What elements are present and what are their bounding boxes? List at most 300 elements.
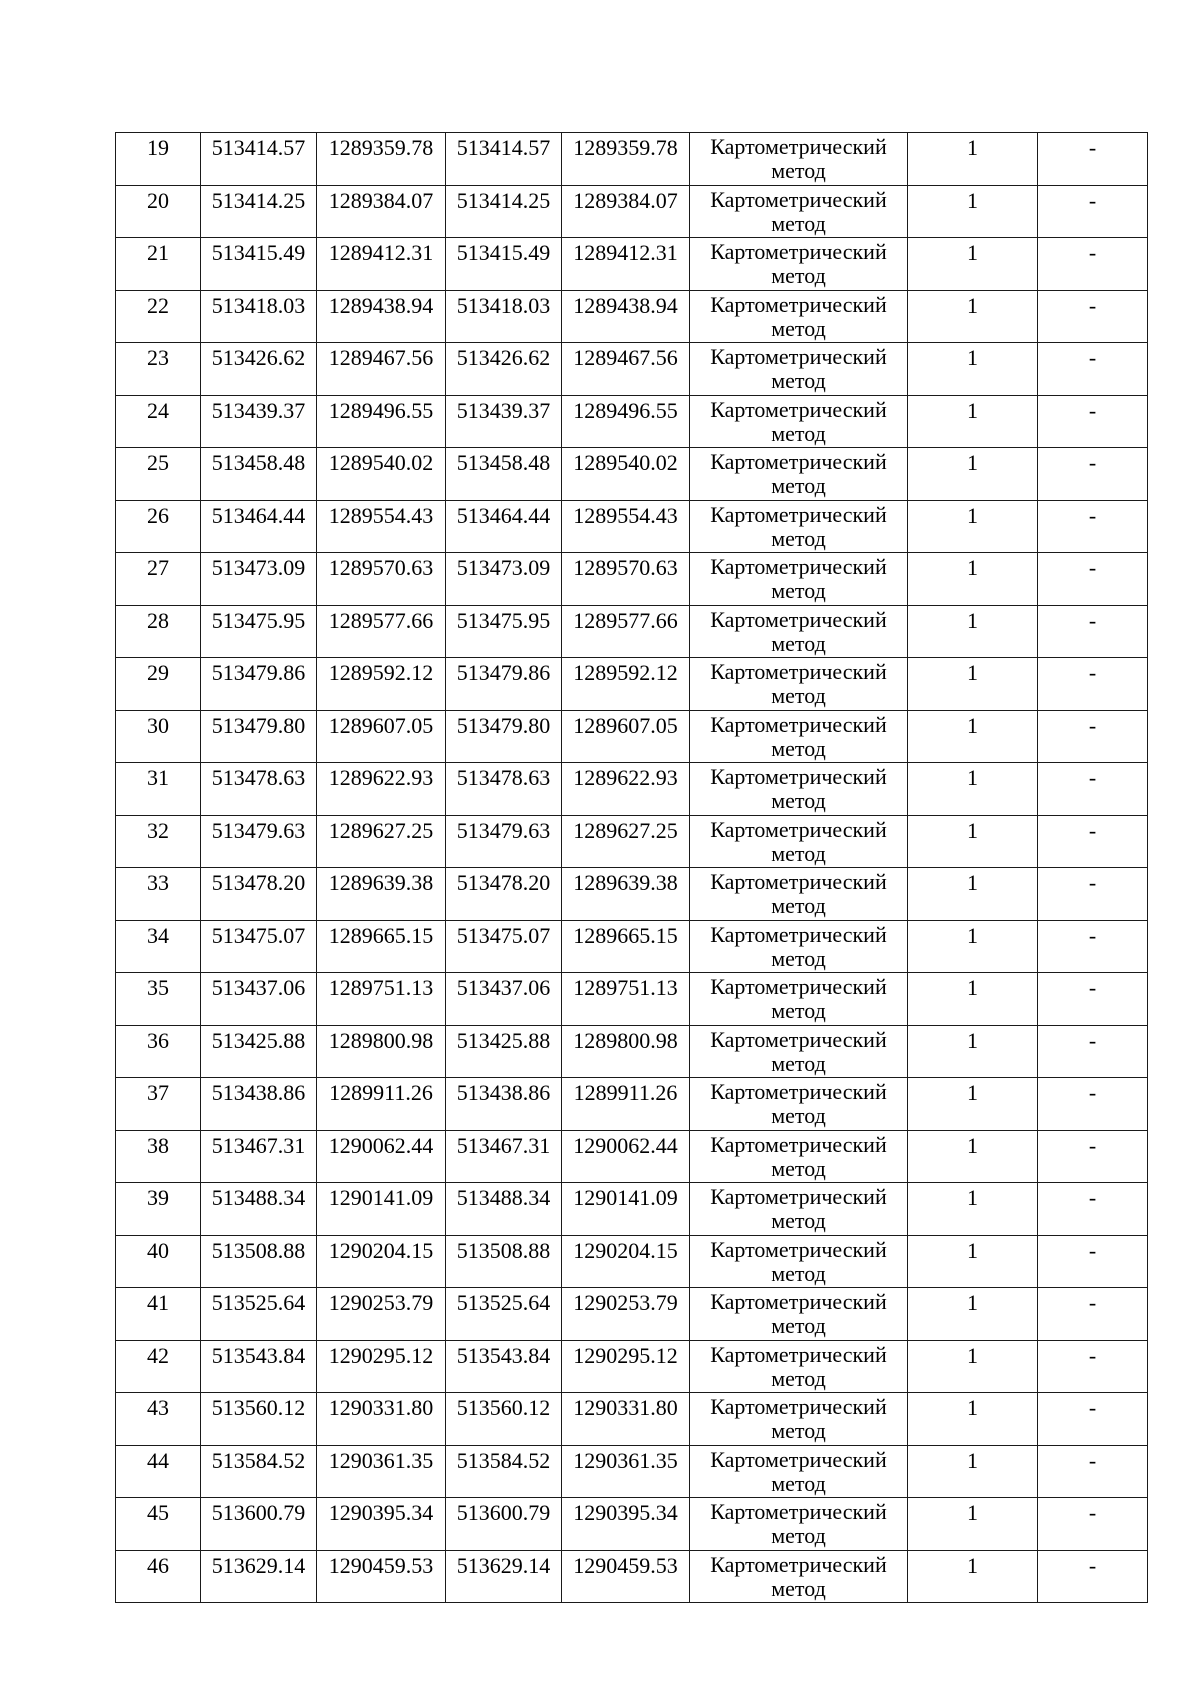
existing-y-cell: 1289384.07 — [317, 185, 446, 238]
table-row — [116, 920, 1148, 973]
existing-y-cell: 1290204.15 — [317, 1235, 446, 1288]
table-row — [116, 343, 1148, 396]
new-x-cell: 513437.06 — [446, 973, 562, 1026]
new-y-cell: 1289412.31 — [562, 238, 690, 291]
method-cell — [690, 238, 908, 291]
method-line-1: Картометрический — [710, 501, 887, 527]
method-line-2: метод — [771, 1365, 826, 1391]
accuracy-cell: 1 — [908, 763, 1038, 816]
table-row — [116, 710, 1148, 763]
table-row — [116, 1393, 1148, 1446]
note-cell: - — [1038, 553, 1148, 606]
method-line-2: метод — [771, 840, 826, 866]
method-cell — [690, 290, 908, 343]
existing-y-cell: 1289438.94 — [317, 290, 446, 343]
method-line-1: Картометрический — [710, 1236, 887, 1262]
point-number-cell: 19 — [116, 133, 201, 186]
point-number-cell: 29 — [116, 658, 201, 711]
method-line-1: Картометрический — [710, 711, 887, 737]
method-cell — [690, 1183, 908, 1236]
method-line-1: Картометрический — [710, 186, 887, 212]
method-line-1: Картометрический — [710, 554, 887, 579]
accuracy-cell: 1 — [908, 920, 1038, 973]
new-y-cell: 1289665.15 — [562, 920, 690, 973]
method-cell — [690, 973, 908, 1026]
new-y-cell: 1289496.55 — [562, 395, 690, 448]
table-row — [116, 1078, 1148, 1131]
method-line-2: метод — [771, 1103, 826, 1128]
existing-x-cell: 513488.34 — [201, 1183, 317, 1236]
existing-y-cell: 1289496.55 — [317, 395, 446, 448]
method-line-1: Картометрический — [710, 764, 887, 789]
new-y-cell: 1289467.56 — [562, 343, 690, 396]
existing-y-cell: 1289592.12 — [317, 658, 446, 711]
new-x-cell: 513426.62 — [446, 343, 562, 396]
existing-x-cell: 513467.31 — [201, 1130, 317, 1183]
note-cell: - — [1038, 920, 1148, 973]
existing-x-cell: 513525.64 — [201, 1288, 317, 1341]
new-x-cell: 513415.49 — [446, 238, 562, 291]
table-row — [116, 763, 1148, 816]
table-row — [116, 553, 1148, 606]
table-row — [116, 868, 1148, 921]
method-line-2: метод — [771, 1208, 826, 1233]
method-line-1: Картометрический — [710, 659, 887, 684]
method-line-1: Картометрический — [710, 1026, 887, 1052]
coordinates-table-body — [116, 133, 1148, 1603]
method-cell — [690, 553, 908, 606]
method-cell — [690, 1078, 908, 1131]
note-cell: - — [1038, 1393, 1148, 1446]
existing-x-cell: 513458.48 — [201, 448, 317, 501]
point-number-cell: 43 — [116, 1393, 201, 1446]
accuracy-cell: 1 — [908, 185, 1038, 238]
method-cell — [690, 815, 908, 868]
method-cell — [690, 1445, 908, 1498]
existing-y-cell: 1289622.93 — [317, 763, 446, 816]
point-number-cell: 21 — [116, 238, 201, 291]
method-line-1: Картометрический — [710, 1341, 887, 1367]
point-number-cell: 32 — [116, 815, 201, 868]
method-line-1: Картометрический — [710, 1079, 887, 1104]
accuracy-cell: 1 — [908, 1393, 1038, 1446]
new-x-cell: 513525.64 — [446, 1288, 562, 1341]
method-line-2: метод — [771, 998, 826, 1023]
new-x-cell: 513479.63 — [446, 815, 562, 868]
point-number-cell: 23 — [116, 343, 201, 396]
new-y-cell: 1290062.44 — [562, 1130, 690, 1183]
method-line-2: метод — [771, 1418, 826, 1443]
accuracy-cell: 1 — [908, 290, 1038, 343]
coordinates-table — [115, 132, 1148, 1603]
existing-y-cell: 1290459.53 — [317, 1550, 446, 1603]
new-x-cell: 513508.88 — [446, 1235, 562, 1288]
table-row — [116, 1130, 1148, 1183]
new-x-cell: 513543.84 — [446, 1340, 562, 1393]
point-number-cell: 35 — [116, 973, 201, 1026]
point-number-cell: 36 — [116, 1025, 201, 1078]
new-x-cell: 513464.44 — [446, 500, 562, 553]
table-row — [116, 973, 1148, 1026]
new-y-cell: 1289577.66 — [562, 605, 690, 658]
accuracy-cell: 1 — [908, 1445, 1038, 1498]
method-line-2: метод — [771, 1523, 826, 1548]
new-y-cell: 1289607.05 — [562, 710, 690, 763]
method-cell — [690, 1340, 908, 1393]
point-number-cell: 39 — [116, 1183, 201, 1236]
method-line-2: метод — [771, 315, 826, 341]
method-cell — [690, 605, 908, 658]
new-x-cell: 513475.07 — [446, 920, 562, 973]
note-cell: - — [1038, 1183, 1148, 1236]
existing-x-cell: 513418.03 — [201, 290, 317, 343]
existing-y-cell: 1290062.44 — [317, 1130, 446, 1183]
existing-x-cell: 513425.88 — [201, 1025, 317, 1078]
method-cell — [690, 500, 908, 553]
existing-y-cell: 1289800.98 — [317, 1025, 446, 1078]
table-row — [116, 133, 1148, 186]
existing-y-cell: 1289577.66 — [317, 605, 446, 658]
method-line-2: метод — [771, 735, 826, 761]
method-cell — [690, 395, 908, 448]
method-line-2: метод — [771, 1575, 826, 1601]
method-cell — [690, 1498, 908, 1551]
existing-y-cell: 1289627.25 — [317, 815, 446, 868]
note-cell: - — [1038, 973, 1148, 1026]
existing-x-cell: 513473.09 — [201, 553, 317, 606]
existing-x-cell: 513415.49 — [201, 238, 317, 291]
new-x-cell: 513467.31 — [446, 1130, 562, 1183]
new-y-cell: 1289554.43 — [562, 500, 690, 553]
point-number-cell: 34 — [116, 920, 201, 973]
new-x-cell: 513560.12 — [446, 1393, 562, 1446]
note-cell: - — [1038, 500, 1148, 553]
point-number-cell: 42 — [116, 1340, 201, 1393]
existing-x-cell: 513479.63 — [201, 815, 317, 868]
method-line-2: метод — [771, 1155, 826, 1181]
new-x-cell: 513473.09 — [446, 553, 562, 606]
new-x-cell: 513458.48 — [446, 448, 562, 501]
existing-x-cell: 513478.20 — [201, 868, 317, 921]
note-cell: - — [1038, 133, 1148, 186]
existing-y-cell: 1289751.13 — [317, 973, 446, 1026]
existing-y-cell: 1289639.38 — [317, 868, 446, 921]
table-row — [116, 290, 1148, 343]
new-y-cell: 1289592.12 — [562, 658, 690, 711]
existing-x-cell: 513475.07 — [201, 920, 317, 973]
existing-x-cell: 513439.37 — [201, 395, 317, 448]
accuracy-cell: 1 — [908, 973, 1038, 1026]
new-x-cell: 513475.95 — [446, 605, 562, 658]
new-x-cell: 513478.63 — [446, 763, 562, 816]
existing-y-cell: 1289554.43 — [317, 500, 446, 553]
existing-y-cell: 1290361.35 — [317, 1445, 446, 1498]
table-row — [116, 238, 1148, 291]
method-line-2: метод — [771, 578, 826, 603]
note-cell: - — [1038, 658, 1148, 711]
note-cell: - — [1038, 1235, 1148, 1288]
method-line-2: метод — [771, 1050, 826, 1076]
note-cell: - — [1038, 710, 1148, 763]
new-x-cell: 513438.86 — [446, 1078, 562, 1131]
accuracy-cell: 1 — [908, 605, 1038, 658]
point-number-cell: 22 — [116, 290, 201, 343]
accuracy-cell: 1 — [908, 1078, 1038, 1131]
table-row — [116, 1183, 1148, 1236]
existing-x-cell: 513414.25 — [201, 185, 317, 238]
point-number-cell: 37 — [116, 1078, 201, 1131]
method-line-2: метод — [771, 1313, 826, 1338]
method-line-1: Картометрический — [710, 1131, 887, 1157]
new-y-cell: 1289627.25 — [562, 815, 690, 868]
new-x-cell: 513600.79 — [446, 1498, 562, 1551]
method-line-2: метод — [771, 263, 826, 288]
new-y-cell: 1289622.93 — [562, 763, 690, 816]
table-row — [116, 1445, 1148, 1498]
new-x-cell: 513414.57 — [446, 133, 562, 186]
existing-x-cell: 513584.52 — [201, 1445, 317, 1498]
note-cell: - — [1038, 185, 1148, 238]
method-line-1: Картометрический — [710, 291, 887, 317]
existing-x-cell: 513478.63 — [201, 763, 317, 816]
existing-x-cell: 513479.86 — [201, 658, 317, 711]
table-row — [116, 395, 1148, 448]
note-cell: - — [1038, 605, 1148, 658]
point-number-cell: 27 — [116, 553, 201, 606]
new-y-cell: 1290295.12 — [562, 1340, 690, 1393]
table-row — [116, 500, 1148, 553]
existing-y-cell: 1290395.34 — [317, 1498, 446, 1551]
new-y-cell: 1289438.94 — [562, 290, 690, 343]
note-cell: - — [1038, 1445, 1148, 1498]
method-line-2: метод — [771, 683, 826, 708]
table-row — [116, 1288, 1148, 1341]
existing-x-cell: 513629.14 — [201, 1550, 317, 1603]
table-row — [116, 1550, 1148, 1603]
new-x-cell: 513418.03 — [446, 290, 562, 343]
new-y-cell: 1289800.98 — [562, 1025, 690, 1078]
new-y-cell: 1289384.07 — [562, 185, 690, 238]
existing-x-cell: 513600.79 — [201, 1498, 317, 1551]
new-x-cell: 513478.20 — [446, 868, 562, 921]
method-line-2: метод — [771, 1260, 826, 1286]
accuracy-cell: 1 — [908, 343, 1038, 396]
method-line-2: метод — [771, 630, 826, 656]
new-x-cell: 513488.34 — [446, 1183, 562, 1236]
accuracy-cell: 1 — [908, 133, 1038, 186]
new-y-cell: 1289570.63 — [562, 553, 690, 606]
note-cell: - — [1038, 290, 1148, 343]
note-cell: - — [1038, 763, 1148, 816]
note-cell: - — [1038, 868, 1148, 921]
method-line-1: Картометрический — [710, 816, 887, 842]
existing-x-cell: 513560.12 — [201, 1393, 317, 1446]
existing-x-cell: 513414.57 — [201, 133, 317, 186]
note-cell: - — [1038, 815, 1148, 868]
existing-y-cell: 1290253.79 — [317, 1288, 446, 1341]
method-line-1: Картометрический — [710, 1394, 887, 1419]
new-x-cell: 513479.80 — [446, 710, 562, 763]
method-line-2: метод — [771, 368, 826, 393]
new-x-cell: 513425.88 — [446, 1025, 562, 1078]
table-row — [116, 1235, 1148, 1288]
method-line-1: Картометрический — [710, 134, 887, 159]
point-number-cell: 20 — [116, 185, 201, 238]
point-number-cell: 28 — [116, 605, 201, 658]
existing-y-cell: 1290141.09 — [317, 1183, 446, 1236]
accuracy-cell: 1 — [908, 238, 1038, 291]
point-number-cell: 46 — [116, 1550, 201, 1603]
point-number-cell: 41 — [116, 1288, 201, 1341]
new-y-cell: 1289639.38 — [562, 868, 690, 921]
method-cell — [690, 343, 908, 396]
accuracy-cell: 1 — [908, 1025, 1038, 1078]
method-line-2: метод — [771, 473, 826, 498]
new-y-cell: 1290331.80 — [562, 1393, 690, 1446]
method-line-1: Картометрический — [710, 1184, 887, 1209]
new-y-cell: 1290395.34 — [562, 1498, 690, 1551]
new-y-cell: 1290361.35 — [562, 1445, 690, 1498]
existing-x-cell: 513508.88 — [201, 1235, 317, 1288]
accuracy-cell: 1 — [908, 710, 1038, 763]
existing-y-cell: 1289570.63 — [317, 553, 446, 606]
method-cell — [690, 1235, 908, 1288]
method-cell — [690, 658, 908, 711]
method-line-1: Картометрический — [710, 396, 887, 422]
method-cell — [690, 920, 908, 973]
new-x-cell: 513439.37 — [446, 395, 562, 448]
existing-y-cell: 1289911.26 — [317, 1078, 446, 1131]
method-line-2: метод — [771, 420, 826, 446]
note-cell: - — [1038, 1130, 1148, 1183]
accuracy-cell: 1 — [908, 1550, 1038, 1603]
method-cell — [690, 185, 908, 238]
new-y-cell: 1289359.78 — [562, 133, 690, 186]
existing-x-cell: 513479.80 — [201, 710, 317, 763]
method-line-2: метод — [771, 945, 826, 971]
point-number-cell: 30 — [116, 710, 201, 763]
note-cell: - — [1038, 1550, 1148, 1603]
method-line-1: Картометрический — [710, 1289, 887, 1314]
point-number-cell: 45 — [116, 1498, 201, 1551]
new-y-cell: 1289911.26 — [562, 1078, 690, 1131]
method-cell — [690, 868, 908, 921]
method-cell — [690, 1130, 908, 1183]
point-number-cell: 33 — [116, 868, 201, 921]
note-cell: - — [1038, 448, 1148, 501]
point-number-cell: 40 — [116, 1235, 201, 1288]
point-number-cell: 25 — [116, 448, 201, 501]
new-y-cell: 1289751.13 — [562, 973, 690, 1026]
note-cell: - — [1038, 343, 1148, 396]
note-cell: - — [1038, 1288, 1148, 1341]
method-cell — [690, 1393, 908, 1446]
new-x-cell: 513479.86 — [446, 658, 562, 711]
new-y-cell: 1290204.15 — [562, 1235, 690, 1288]
table-row — [116, 815, 1148, 868]
method-line-1: Картометрический — [710, 449, 887, 474]
new-y-cell: 1289540.02 — [562, 448, 690, 501]
method-line-1: Картометрический — [710, 869, 887, 894]
method-line-2: метод — [771, 158, 826, 183]
method-line-2: метод — [771, 893, 826, 918]
new-y-cell: 1290253.79 — [562, 1288, 690, 1341]
table-row — [116, 1340, 1148, 1393]
point-number-cell: 26 — [116, 500, 201, 553]
method-cell — [690, 1550, 908, 1603]
existing-x-cell: 513475.95 — [201, 605, 317, 658]
accuracy-cell: 1 — [908, 1498, 1038, 1551]
method-line-1: Картометрический — [710, 344, 887, 369]
method-cell — [690, 1025, 908, 1078]
new-y-cell: 1290141.09 — [562, 1183, 690, 1236]
method-line-1: Картометрический — [710, 1551, 887, 1577]
method-cell — [690, 763, 908, 816]
note-cell: - — [1038, 1498, 1148, 1551]
existing-y-cell: 1290331.80 — [317, 1393, 446, 1446]
table-row — [116, 658, 1148, 711]
existing-x-cell: 513426.62 — [201, 343, 317, 396]
new-y-cell: 1290459.53 — [562, 1550, 690, 1603]
accuracy-cell: 1 — [908, 868, 1038, 921]
existing-y-cell: 1289540.02 — [317, 448, 446, 501]
accuracy-cell: 1 — [908, 1340, 1038, 1393]
new-x-cell: 513629.14 — [446, 1550, 562, 1603]
note-cell: - — [1038, 1025, 1148, 1078]
existing-x-cell: 513543.84 — [201, 1340, 317, 1393]
point-number-cell: 38 — [116, 1130, 201, 1183]
accuracy-cell: 1 — [908, 658, 1038, 711]
table-row — [116, 1498, 1148, 1551]
method-line-1: Картометрический — [710, 606, 887, 632]
method-cell — [690, 1288, 908, 1341]
point-number-cell: 31 — [116, 763, 201, 816]
accuracy-cell: 1 — [908, 395, 1038, 448]
table-row — [116, 1025, 1148, 1078]
point-number-cell: 24 — [116, 395, 201, 448]
note-cell: - — [1038, 1078, 1148, 1131]
table-row — [116, 605, 1148, 658]
existing-y-cell: 1289607.05 — [317, 710, 446, 763]
method-line-1: Картометрический — [710, 921, 887, 947]
new-x-cell: 513584.52 — [446, 1445, 562, 1498]
accuracy-cell: 1 — [908, 1235, 1038, 1288]
table-row — [116, 448, 1148, 501]
method-cell — [690, 710, 908, 763]
method-cell — [690, 133, 908, 186]
method-line-2: метод — [771, 788, 826, 813]
accuracy-cell: 1 — [908, 500, 1038, 553]
note-cell: - — [1038, 238, 1148, 291]
method-line-1: Картометрический — [710, 974, 887, 999]
point-number-cell: 44 — [116, 1445, 201, 1498]
new-x-cell: 513414.25 — [446, 185, 562, 238]
existing-x-cell: 513464.44 — [201, 500, 317, 553]
existing-y-cell: 1289359.78 — [317, 133, 446, 186]
accuracy-cell: 1 — [908, 1288, 1038, 1341]
existing-y-cell: 1289467.56 — [317, 343, 446, 396]
method-line-1: Картометрический — [710, 1499, 887, 1524]
existing-y-cell: 1289665.15 — [317, 920, 446, 973]
note-cell: - — [1038, 395, 1148, 448]
table-row — [116, 185, 1148, 238]
accuracy-cell: 1 — [908, 1130, 1038, 1183]
existing-y-cell: 1289412.31 — [317, 238, 446, 291]
method-line-2: метод — [771, 210, 826, 236]
method-line-2: метод — [771, 1470, 826, 1496]
existing-x-cell: 513438.86 — [201, 1078, 317, 1131]
accuracy-cell: 1 — [908, 1183, 1038, 1236]
